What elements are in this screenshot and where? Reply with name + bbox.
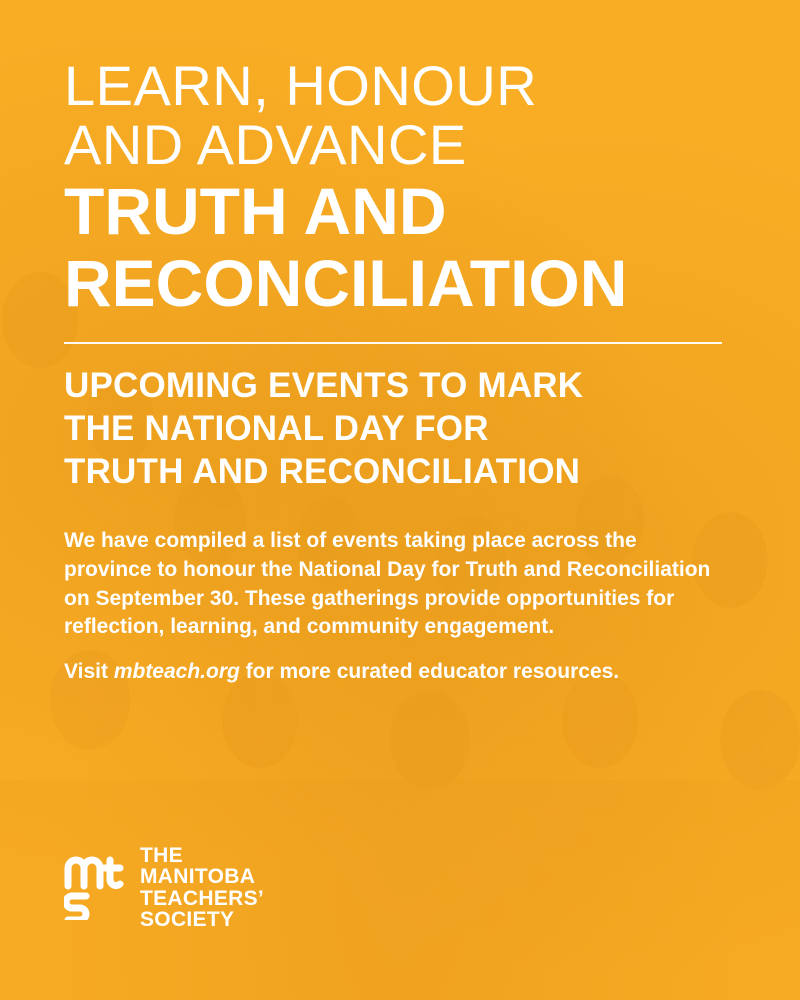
headline-line-3: TRUTH AND: [64, 173, 447, 248]
visit-suffix: for more curated educator resources.: [239, 660, 620, 684]
subheading-line-1: UPCOMING EVENTS TO MARK: [64, 365, 584, 405]
headline-line-1: LEARN, HONOUR: [64, 54, 538, 117]
visit-prefix: Visit: [64, 660, 114, 684]
mts-logo: [64, 845, 264, 931]
subheading-line-2: THE NATIONAL DAY FOR: [64, 408, 489, 448]
main-content: [64, 56, 744, 684]
headline-line-4: RECONCILIATION: [64, 246, 628, 321]
subheading-line-3: TRUTH AND RECONCILIATION: [64, 452, 581, 491]
website-link[interactable]: mbteach.org: [113, 660, 240, 684]
logo-wordmark: [140, 845, 264, 931]
logo-line-3: TEACHERS’: [140, 886, 265, 910]
logo-line-1: THE: [140, 844, 183, 867]
logo-line-2: MANITOBA: [140, 865, 256, 889]
body-paragraph: We have compiled a list of events taking place across the province to honour the National Day for Truth and Reconciliation on September 30. These gatherings provide opportunities for reflection, learning, and community engagement.: [64, 529, 711, 639]
headline-line-2: AND ADVANCE: [64, 113, 467, 177]
visit-line: [64, 660, 744, 684]
mts-monogram-icon: [64, 856, 126, 920]
divider: [64, 342, 722, 344]
logo-line-4: SOCIETY: [140, 908, 235, 932]
